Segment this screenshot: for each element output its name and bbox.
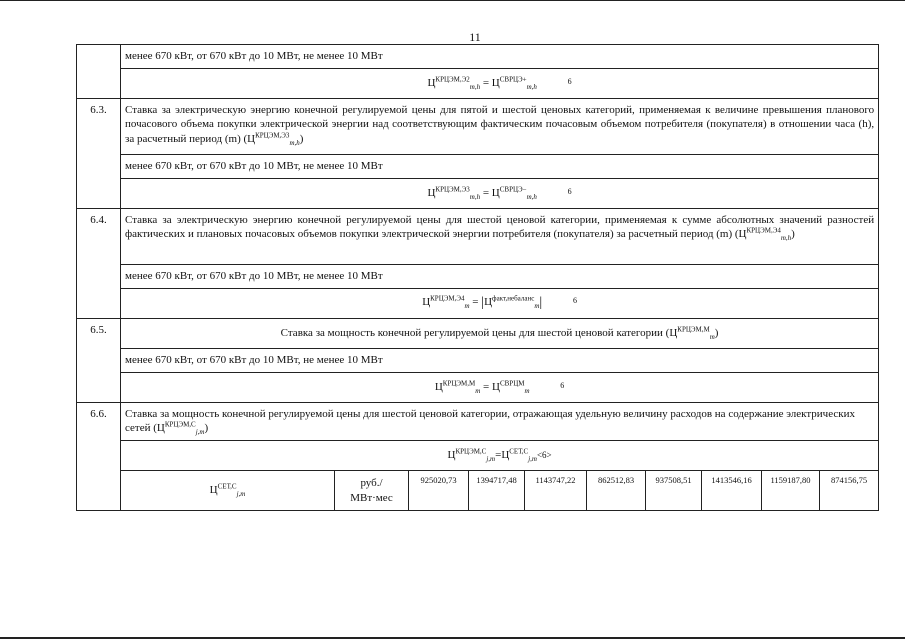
value-cell: 925020,73 <box>409 471 469 511</box>
description-text: Ставка за электрическую энергию конечной регулируемой цены для пятой и шестой ценовых категорий, применяемая к величине превышения планового почасового объема покупки электрической энергии над соответствующим фактическим почасовым объемом потребителя (покупателя) в отношении часа (h), за расчетный период (m) $(Ц^{КРЦЭМ,Э3}_{m,h})$ <box>121 99 879 155</box>
value-cell: 1413546,16 <box>702 471 762 511</box>
page-number: 11 <box>469 30 481 44</box>
unit-cell: руб./ МВт·мес <box>335 471 409 511</box>
value-cell: 1394717,48 <box>469 471 525 511</box>
footnote-ref: 6 <box>567 77 572 87</box>
table-row-condition <box>77 155 879 179</box>
value-cell: 1143747,22 <box>525 471 587 511</box>
table-row-description <box>77 319 879 349</box>
tariff-table <box>76 44 879 511</box>
value-cell: 937508,51 <box>646 471 702 511</box>
table-row-condition <box>77 45 879 69</box>
table-row-formula <box>77 373 879 403</box>
row-number-cell: 6.3. <box>77 99 121 209</box>
row-number-cell: 6.6. <box>77 403 121 511</box>
footnote-ref: 6 <box>572 296 577 306</box>
page-bottom-edge <box>0 637 905 639</box>
formula-cell: $Ц^{КРЦЭМ,М}_m = Ц^{СВРЦМ}_m$ 6 <box>121 373 879 403</box>
row-number-cell: 6.4. <box>77 209 121 319</box>
table-row-condition <box>77 349 879 373</box>
footnote-ref: <6> <box>536 450 552 461</box>
formula-cell: $Ц^{КРЦЭМ,С}_{j,m}=Ц^{СЕТ,С}_{j,m}<6>$ <box>121 441 879 471</box>
table-row-description <box>77 99 879 155</box>
value-cell: 862512,83 <box>587 471 646 511</box>
description-text: Ставка за мощность конечной регулируемой цены для шестой ценовой категории, отражающая удельную величину расходов на содержание электрических сетей $(Ц^{КРЦЭМ,С}_{j,m})$ <box>121 403 879 441</box>
table-row-condition <box>77 265 879 289</box>
table-row-formula <box>77 179 879 209</box>
table-row-formula <box>77 441 879 471</box>
formula-cell: $Ц^{КРЦЭМ,Э2}_{m,h} = Ц^{СВРЦЭ+}_{m,h}$ 6 <box>121 69 879 99</box>
table-row-description <box>77 403 879 441</box>
condition-text: менее 670 кВт, от 670 кВт до 10 МВт, не менее 10 МВт <box>121 265 879 289</box>
page-top-edge <box>0 0 905 1</box>
formula-cell: $Ц^{КРЦЭМ,Э3}_{m,h} = Ц^{СВРЦЭ-}_{m,h}$ 6 <box>121 179 879 209</box>
values-symbol-cell: $Ц^{СЕТ,С}_{j,m}$ <box>121 471 335 511</box>
table-row-values <box>77 471 879 511</box>
table-row-formula <box>77 289 879 319</box>
row-number-cell: 6.5. <box>77 319 121 403</box>
condition-text: менее 670 кВт, от 670 кВт до 10 МВт, не менее 10 МВт <box>121 349 879 373</box>
condition-text: менее 670 кВт, от 670 кВт до 10 МВт, не менее 10 МВт <box>121 45 879 69</box>
table-row-description <box>77 209 879 265</box>
condition-text: менее 670 кВт, от 670 кВт до 10 МВт, не менее 10 МВт <box>121 155 879 179</box>
footnote-ref: 6 <box>567 187 572 197</box>
value-cell: 1159187,80 <box>762 471 820 511</box>
description-text: Ставка за электрическую энергию конечной регулируемой цены для шестой ценовой категории, применяемая к сумме абсолютных значений разностей фактических и плановых почасовых объемов покупки электрической энергии потребителя (покупателя) за расчетный период (m) $(Ц^{КРЦЭМ,Э4}_{m,h})$ <box>121 209 879 265</box>
row-number-cell <box>77 45 121 99</box>
formula-cell: $Ц^{КРЦЭМ,Э4}_m = |Ц^{факт,небаланс}_m|$ 6 <box>121 289 879 319</box>
table-row-formula <box>77 69 879 99</box>
description-text: Ставка за мощность конечной регулируемой цены для шестой ценовой категории $(Ц^{КРЦЭМ,М}_m)$ <box>121 319 879 349</box>
value-cell: 874156,75 <box>820 471 879 511</box>
footnote-ref: 6 <box>560 381 565 391</box>
